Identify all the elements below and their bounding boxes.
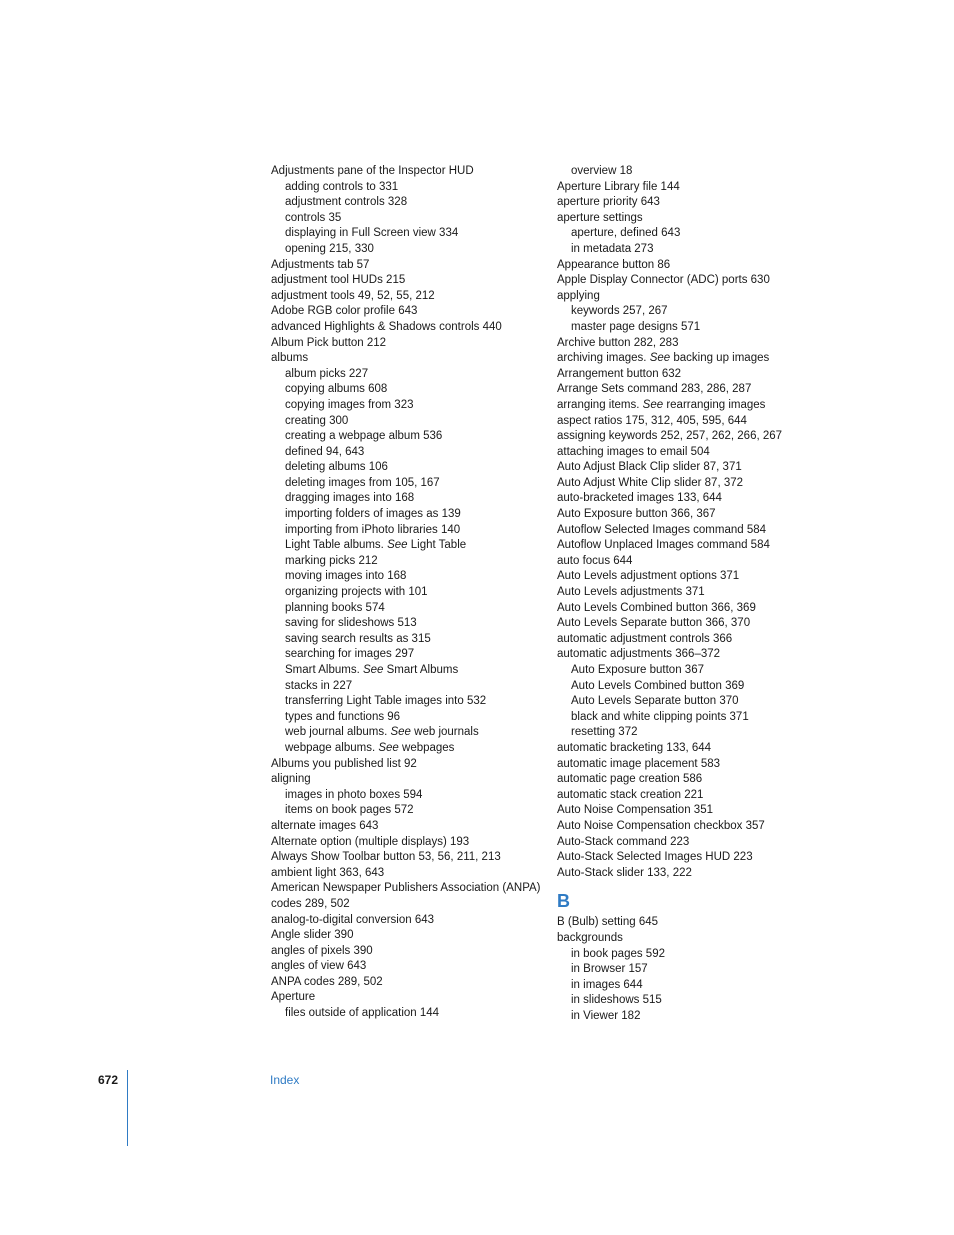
index-subentry: displaying in Full Screen view 334 — [285, 227, 459, 240]
index-entry: applying — [557, 289, 600, 302]
index-entry: analog-to-digital conversion 643 — [271, 913, 435, 926]
index-subentry: defined 94, 643 — [285, 445, 365, 458]
index-entry: Auto-Stack slider 133, 222 — [557, 866, 692, 879]
index-entry: Auto Noise Compensation 351 — [557, 804, 713, 817]
index-subentry: in images 644 — [571, 978, 643, 991]
index-subentry: stacks in 227 — [285, 679, 353, 692]
index-subentry: Smart Albums. See Smart Albums — [285, 664, 459, 676]
index-entry: Appearance button 86 — [557, 258, 671, 271]
index-entry: Autoflow Unplaced Images command 584 — [557, 539, 770, 552]
see-reference: See — [378, 741, 399, 754]
index-subentry: moving images into 168 — [285, 570, 407, 583]
index-subentry: deleting images from 105, 167 — [285, 476, 440, 489]
index-column-right — [557, 164, 857, 1024]
index-entry: aperture settings — [557, 211, 643, 224]
index-entry: auto focus 644 — [557, 554, 633, 567]
index-subentry: creating a webpage album 536 — [285, 430, 443, 443]
index-subentry: opening 215, 330 — [285, 242, 374, 255]
index-entry: Auto Levels Combined button 366, 369 — [557, 601, 756, 614]
index-entry: Auto Levels Separate button 366, 370 — [557, 617, 751, 630]
index-subentry: transferring Light Table images into 532 — [285, 695, 487, 708]
index-entry: Auto-Stack command 223 — [557, 835, 690, 848]
index-subentry: web journal albums. See web journals — [285, 726, 479, 739]
index-entry: Auto Exposure button 366, 367 — [557, 508, 716, 521]
index-entry: automatic adjustments 366–372 — [557, 648, 721, 661]
index-subentry: in book pages 592 — [571, 947, 665, 960]
index-subentry: files outside of application 144 — [285, 1007, 440, 1020]
index-entry: Apple Display Connector (ADC) ports 630 — [557, 274, 770, 287]
index-entry: automatic stack creation 221 — [557, 788, 704, 801]
index-subentry: planning books 574 — [285, 601, 385, 614]
index-subentry: overview 18 — [571, 165, 633, 177]
see-reference: See — [390, 726, 411, 739]
index-entry: Auto Levels adjustment options 371 — [557, 570, 740, 583]
see-reference: See — [362, 664, 384, 676]
section-letter-b: B — [557, 891, 570, 912]
index-entry: arranging items. See rearranging images — [557, 398, 766, 411]
index-subentry: deleting albums 106 — [285, 461, 388, 474]
index-subentry: saving for slideshows 513 — [285, 617, 417, 630]
index-entry: ambient light 363, 643 — [271, 866, 385, 879]
index-entry: aligning — [271, 773, 311, 786]
index-entry: albums — [271, 352, 309, 365]
index-subentry: importing folders of images as 139 — [285, 508, 461, 521]
index-subentry: images in photo boxes 594 — [285, 788, 423, 801]
footer-divider — [127, 1070, 128, 1146]
index-subentry: copying images from 323 — [285, 398, 414, 411]
index-entry: angles of view 643 — [271, 960, 367, 973]
see-reference: See — [642, 398, 664, 411]
index-entry: American Newspaper Publishers Association (ANPA) — [271, 882, 541, 895]
see-reference: See — [649, 352, 671, 365]
index-subentry: Auto Levels Separate button 370 — [571, 695, 739, 708]
index-subentry: importing from iPhoto libraries 140 — [285, 523, 461, 536]
page-number: 672 — [98, 1073, 119, 1087]
index-entry: Archive button 282, 283 — [557, 336, 679, 349]
index-subentry: webpage albums. See webpages — [285, 741, 455, 754]
index-subentry: items on book pages 572 — [285, 804, 414, 817]
index-entry: adjustment tools 49, 52, 55, 212 — [271, 289, 435, 302]
index-subentry: copying albums 608 — [285, 383, 388, 396]
index-entry: Auto Levels adjustments 371 — [557, 586, 705, 599]
index-entry: attaching images to email 504 — [557, 445, 710, 458]
index-subentry: master page designs 571 — [571, 320, 701, 333]
index-subentry: in slideshows 515 — [571, 994, 662, 1007]
index-entry: archiving images. See backing up images — [557, 352, 770, 365]
index-subentry: Auto Exposure button 367 — [571, 664, 704, 676]
index-subentry: dragging images into 168 — [285, 492, 415, 505]
index-entry: aperture priority 643 — [557, 196, 660, 209]
index-entry: Auto Adjust White Clip slider 87, 372 — [557, 476, 744, 489]
index-group-b — [557, 915, 857, 1024]
index-entry: codes 289, 502 — [271, 897, 350, 910]
index-entry: assigning keywords 252, 257, 262, 266, 267 — [557, 430, 783, 443]
index-entry: Arrange Sets command 283, 286, 287 — [557, 383, 752, 396]
index-subentry: adding controls to 331 — [285, 180, 399, 193]
index-entry: Adjustments tab 57 — [271, 258, 370, 271]
index-entry: Auto Adjust Black Clip slider 87, 371 — [557, 461, 742, 474]
index-subentry: in Browser 157 — [571, 963, 648, 976]
index-entry: Alternate option (multiple displays) 193 — [271, 835, 470, 848]
index-entry: backgrounds — [557, 931, 623, 944]
index-subentry: Light Table albums. See Light Table — [285, 539, 467, 552]
index-entry: Arrangement button 632 — [557, 367, 682, 380]
index-subentry: adjustment controls 328 — [285, 196, 408, 209]
index-entry: Adjustments pane of the Inspector HUD — [271, 165, 474, 177]
footer-section-label: Index — [270, 1073, 300, 1087]
index-subentry: in Viewer 182 — [571, 1009, 641, 1022]
index-entry: automatic adjustment controls 366 — [557, 632, 733, 645]
index-subentry: in metadata 273 — [571, 242, 654, 255]
index-subentry: controls 35 — [285, 211, 342, 224]
index-entry: automatic page creation 586 — [557, 773, 703, 786]
index-entry: Angle slider 390 — [271, 929, 354, 942]
index-subentry: resetting 372 — [571, 726, 638, 739]
index-entry: aspect ratios 175, 312, 405, 595, 644 — [557, 414, 747, 427]
index-entry: Adobe RGB color profile 643 — [271, 305, 418, 318]
index-entry: auto-bracketed images 133, 644 — [557, 492, 722, 505]
index-entry: Autoflow Selected Images command 584 — [557, 523, 767, 536]
index-entry: Auto Noise Compensation checkbox 357 — [557, 819, 765, 832]
index-subentry: marking picks 212 — [285, 554, 378, 567]
index-column-left — [271, 164, 551, 1022]
index-subentry: black and white clipping points 371 — [571, 710, 749, 723]
index-entry: Auto-Stack Selected Images HUD 223 — [557, 851, 753, 864]
index-entry: automatic bracketing 133, 644 — [557, 741, 712, 754]
index-entry: advanced Highlights & Shadows controls 440 — [271, 320, 502, 333]
index-entry: automatic image placement 583 — [557, 757, 721, 770]
index-subentry: Auto Levels Combined button 369 — [571, 679, 745, 692]
index-subentry: organizing projects with 101 — [285, 586, 428, 599]
index-entry: angles of pixels 390 — [271, 944, 373, 957]
index-entry: Aperture — [271, 991, 316, 1004]
index-subentry: creating 300 — [285, 414, 349, 427]
index-subentry: types and functions 96 — [285, 710, 401, 723]
index-subentry: keywords 257, 267 — [571, 305, 668, 318]
index-entry: Always Show Toolbar button 53, 56, 211, 213 — [271, 851, 501, 864]
see-reference: See — [387, 539, 408, 552]
index-subentry: saving search results as 315 — [285, 632, 431, 645]
index-subentry: aperture, defined 643 — [571, 227, 681, 240]
index-subentry: searching for images 297 — [285, 648, 415, 661]
index-entry: alternate images 643 — [271, 819, 379, 832]
index-group-a-continued — [557, 164, 857, 881]
index-entry: adjustment tool HUDs 215 — [271, 274, 406, 287]
index-subentry: album picks 227 — [285, 367, 369, 380]
index-entry: Albums you published list 92 — [271, 757, 417, 770]
index-entry: Album Pick button 212 — [271, 336, 387, 349]
index-entry: B (Bulb) setting 645 — [557, 916, 659, 929]
index-entry: ANPA codes 289, 502 — [271, 975, 383, 988]
index-entry: Aperture Library file 144 — [557, 180, 680, 193]
